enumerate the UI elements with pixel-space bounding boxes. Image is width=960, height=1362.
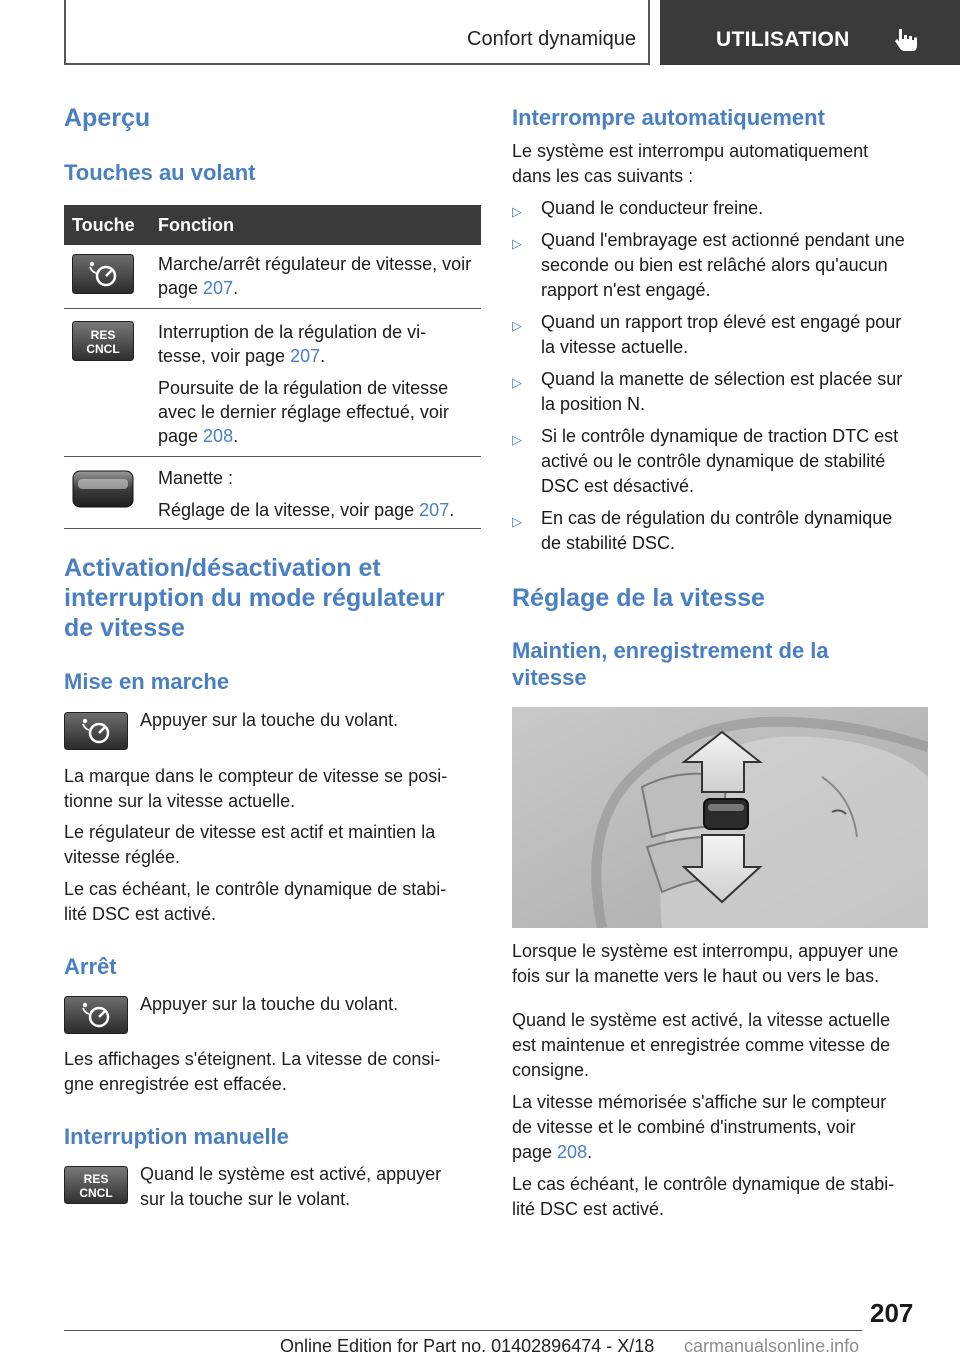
paragraph: Les affichages s'éteignent. La vitesse de consi- gne enregistrée est effacée. <box>64 1049 441 1094</box>
table-header-touche: Touche <box>72 215 135 235</box>
page-link[interactable]: 207 <box>290 346 321 366</box>
triangle-bullet-icon: ▷ <box>512 204 522 219</box>
subsection-title-mise-en-marche: Mise en marche <box>64 669 230 694</box>
paragraph: Le régulateur de vitesse est actif et maintien la vitesse réglée. <box>64 822 436 867</box>
res-label: RES <box>90 328 116 342</box>
hand-pointing-icon <box>892 26 920 54</box>
triangle-bullet-icon: ▷ <box>512 236 522 251</box>
table-cell-fonction: Manette : Réglage de la vitesse, voir page 207. <box>158 468 455 520</box>
paragraph: Lorsque le système est interrompu, appuyer une fois sur la manette vers le haut ou vers le bas. <box>512 941 899 986</box>
list-item: ▷ Quand la manette de sélection est placée sur la position N. <box>512 369 903 414</box>
header-chapter-label: UTILISATION <box>716 28 850 51</box>
table-cell-fonction: Interruption de la régulation de vi- tesse, voir page 207. Poursuite de la régulation de vitesse avec le dernier réglage effectué, voir page 208. <box>158 322 449 446</box>
list-item: ▷ Si le contrôle dynamique de traction DTC est activé ou le contrôle dynamique de stabilité DSC est désactivé. <box>512 426 899 496</box>
subsection-title-interruption: Interruption manuelle <box>64 1124 289 1149</box>
page-link[interactable]: 207 <box>203 278 234 298</box>
res-cncl-button-icon <box>72 321 134 361</box>
rocker-switch-icon <box>72 469 134 509</box>
triangle-bullet-icon: ▷ <box>512 432 522 447</box>
paragraph: Le cas échéant, le contrôle dynamique de stabi- lité DSC est activé. <box>64 879 447 924</box>
cncl-label: CNCL <box>79 1186 113 1200</box>
table-header-fonction: Fonction <box>158 215 234 235</box>
page-link[interactable]: 208 <box>203 426 234 446</box>
paragraph: Le système est interrompu automatiquement dans les cas suivants : <box>512 141 869 186</box>
paragraph: La vitesse mémorisée s'affiche sur le compteur de vitesse et le combiné d'instruments, voir page 208. <box>512 1092 887 1162</box>
page-link[interactable]: 208 <box>557 1142 588 1162</box>
header-rule-left <box>64 0 66 64</box>
cruise-control-button-icon <box>64 712 128 750</box>
table-row <box>64 309 481 457</box>
header-section-title: Confort dynamique <box>467 28 636 50</box>
footer-rule <box>64 1330 862 1331</box>
section-title-activation: Activation/désactivation et interruption du mode régulateur de vitesse <box>64 554 445 642</box>
footer-edition: Online Edition for Part no. 01402896474 - X/18 <box>280 1336 655 1356</box>
paragraph: Quand le système est activé, la vitesse actuelle est maintenue et enregistrée comme vitesse de consigne. <box>512 1010 891 1080</box>
triangle-bullet-icon: ▷ <box>512 514 522 529</box>
paragraph: La marque dans le compteur de vitesse se posi- tionne sur la vitesse actuelle. <box>64 766 448 811</box>
page-link[interactable]: 207 <box>419 500 450 520</box>
triangle-bullet-icon: ▷ <box>512 318 522 333</box>
list-item: ▷ Quand le conducteur freine. <box>512 196 932 221</box>
paragraph: Le cas échéant, le contrôle dynamique de stabi- lité DSC est activé. <box>512 1174 895 1219</box>
section-title-reglage: Réglage de la vitesse <box>512 584 765 612</box>
conditions-list <box>512 196 932 563</box>
buttons-table <box>64 205 481 529</box>
list-item: ▷ En cas de régulation du contrôle dynamique de stabilité DSC. <box>512 508 893 553</box>
header-chapter-tab[interactable] <box>660 0 960 65</box>
triangle-bullet-icon: ▷ <box>512 375 522 390</box>
subsection-title-maintien: Maintien, enregistrement de la vitesse <box>512 638 829 690</box>
footer-watermark[interactable]: carmanualsonline.info <box>684 1336 860 1356</box>
table-header <box>64 205 481 245</box>
section-title-interrompre: Interrompre automatiquement <box>512 105 825 130</box>
table-row <box>64 245 481 309</box>
section-subtitle-touches: Touches au volant <box>64 160 256 185</box>
instruction-text: Quand le système est activé, appuyer sur la touche sur le volant. <box>140 1164 442 1209</box>
cruise-control-button-icon <box>72 254 134 294</box>
cncl-label: CNCL <box>86 342 120 356</box>
header-rule-bottom <box>64 63 650 65</box>
instruction-text: Appuyer sur la touche du volant. <box>140 710 399 730</box>
subsection-title-arret: Arrêt <box>64 954 117 979</box>
page-number: 207 <box>870 1298 914 1328</box>
table-row <box>64 457 481 529</box>
steering-wheel-rocker-icon <box>512 707 928 928</box>
list-item: ▷ Quand l'embrayage est actionné pendant une seconde ou bien est relâché alors qu'aucun rapport n'est engagé. <box>512 230 905 300</box>
res-label: RES <box>83 1172 109 1186</box>
table-cell-fonction: Marche/arrêt régulateur de vitesse, voir page 207. <box>158 254 472 298</box>
header-rule-mid <box>648 0 650 64</box>
res-cncl-button-icon <box>64 1166 128 1204</box>
page-title: Aperçu <box>64 104 151 132</box>
cruise-control-button-icon <box>64 996 128 1034</box>
instruction-text: Appuyer sur la touche du volant. <box>140 994 399 1014</box>
list-item: ▷ Quand un rapport trop élevé est engagé pour la vitesse actuelle. <box>512 312 902 357</box>
